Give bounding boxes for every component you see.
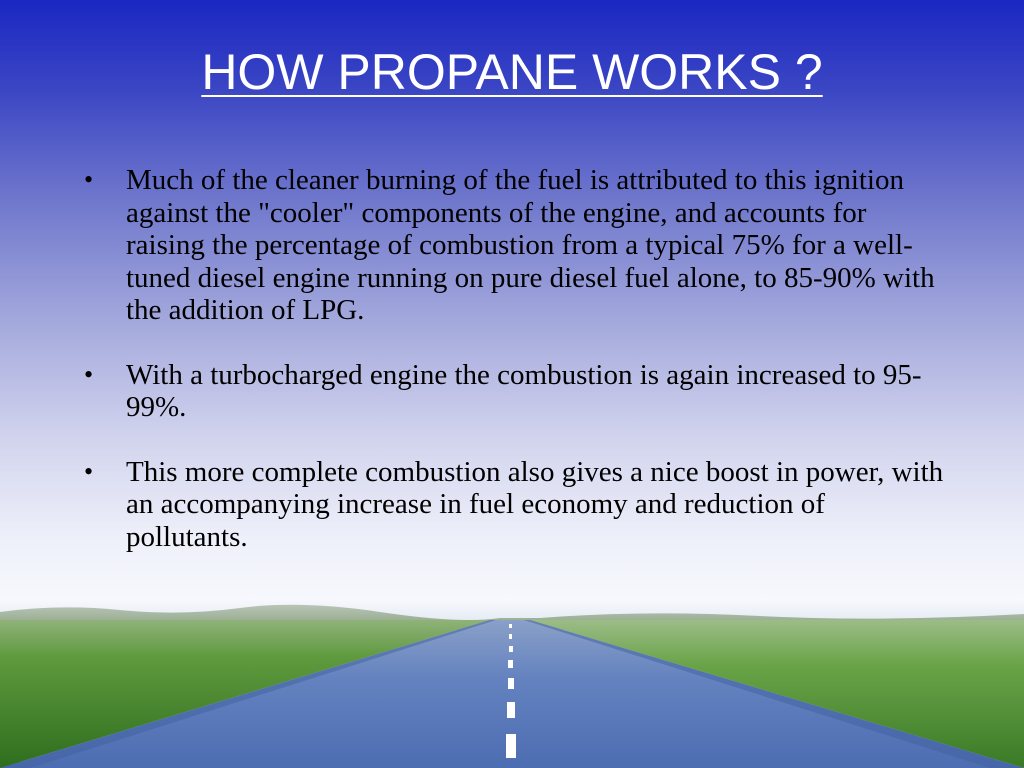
bullet-list: [84, 164, 944, 585]
bullet-marker: •: [84, 359, 94, 389]
bullet-marker: •: [84, 165, 94, 194]
bullet-text: This more complete combustion also gives a nice boost in power, with an accompanying increase in fuel economy and reduction of pollutants.: [126, 455, 944, 553]
bullet-text: Much of the cleaner burning of the fuel is attributed to this ignition against the "cooler" components of the engine, and accounts for raising the percentage of combustion from a typical 75% for a well-tuned diesel engine running on pure diesel fuel alone, to 85-90% with the addition of LPG.: [126, 164, 935, 326]
slide-title: HOW PROPANE WORKS ?: [201, 44, 823, 100]
road-landscape-background: [0, 590, 1024, 768]
bullet-item: [84, 359, 944, 424]
bullet-marker: •: [84, 456, 94, 486]
left-grass-edge: [0, 620, 20, 768]
bullet-item: [84, 164, 944, 327]
bullet-item: [84, 456, 944, 554]
bullet-text: With a turbocharged engine the combustion is again increased to 95-99%.: [126, 358, 922, 423]
